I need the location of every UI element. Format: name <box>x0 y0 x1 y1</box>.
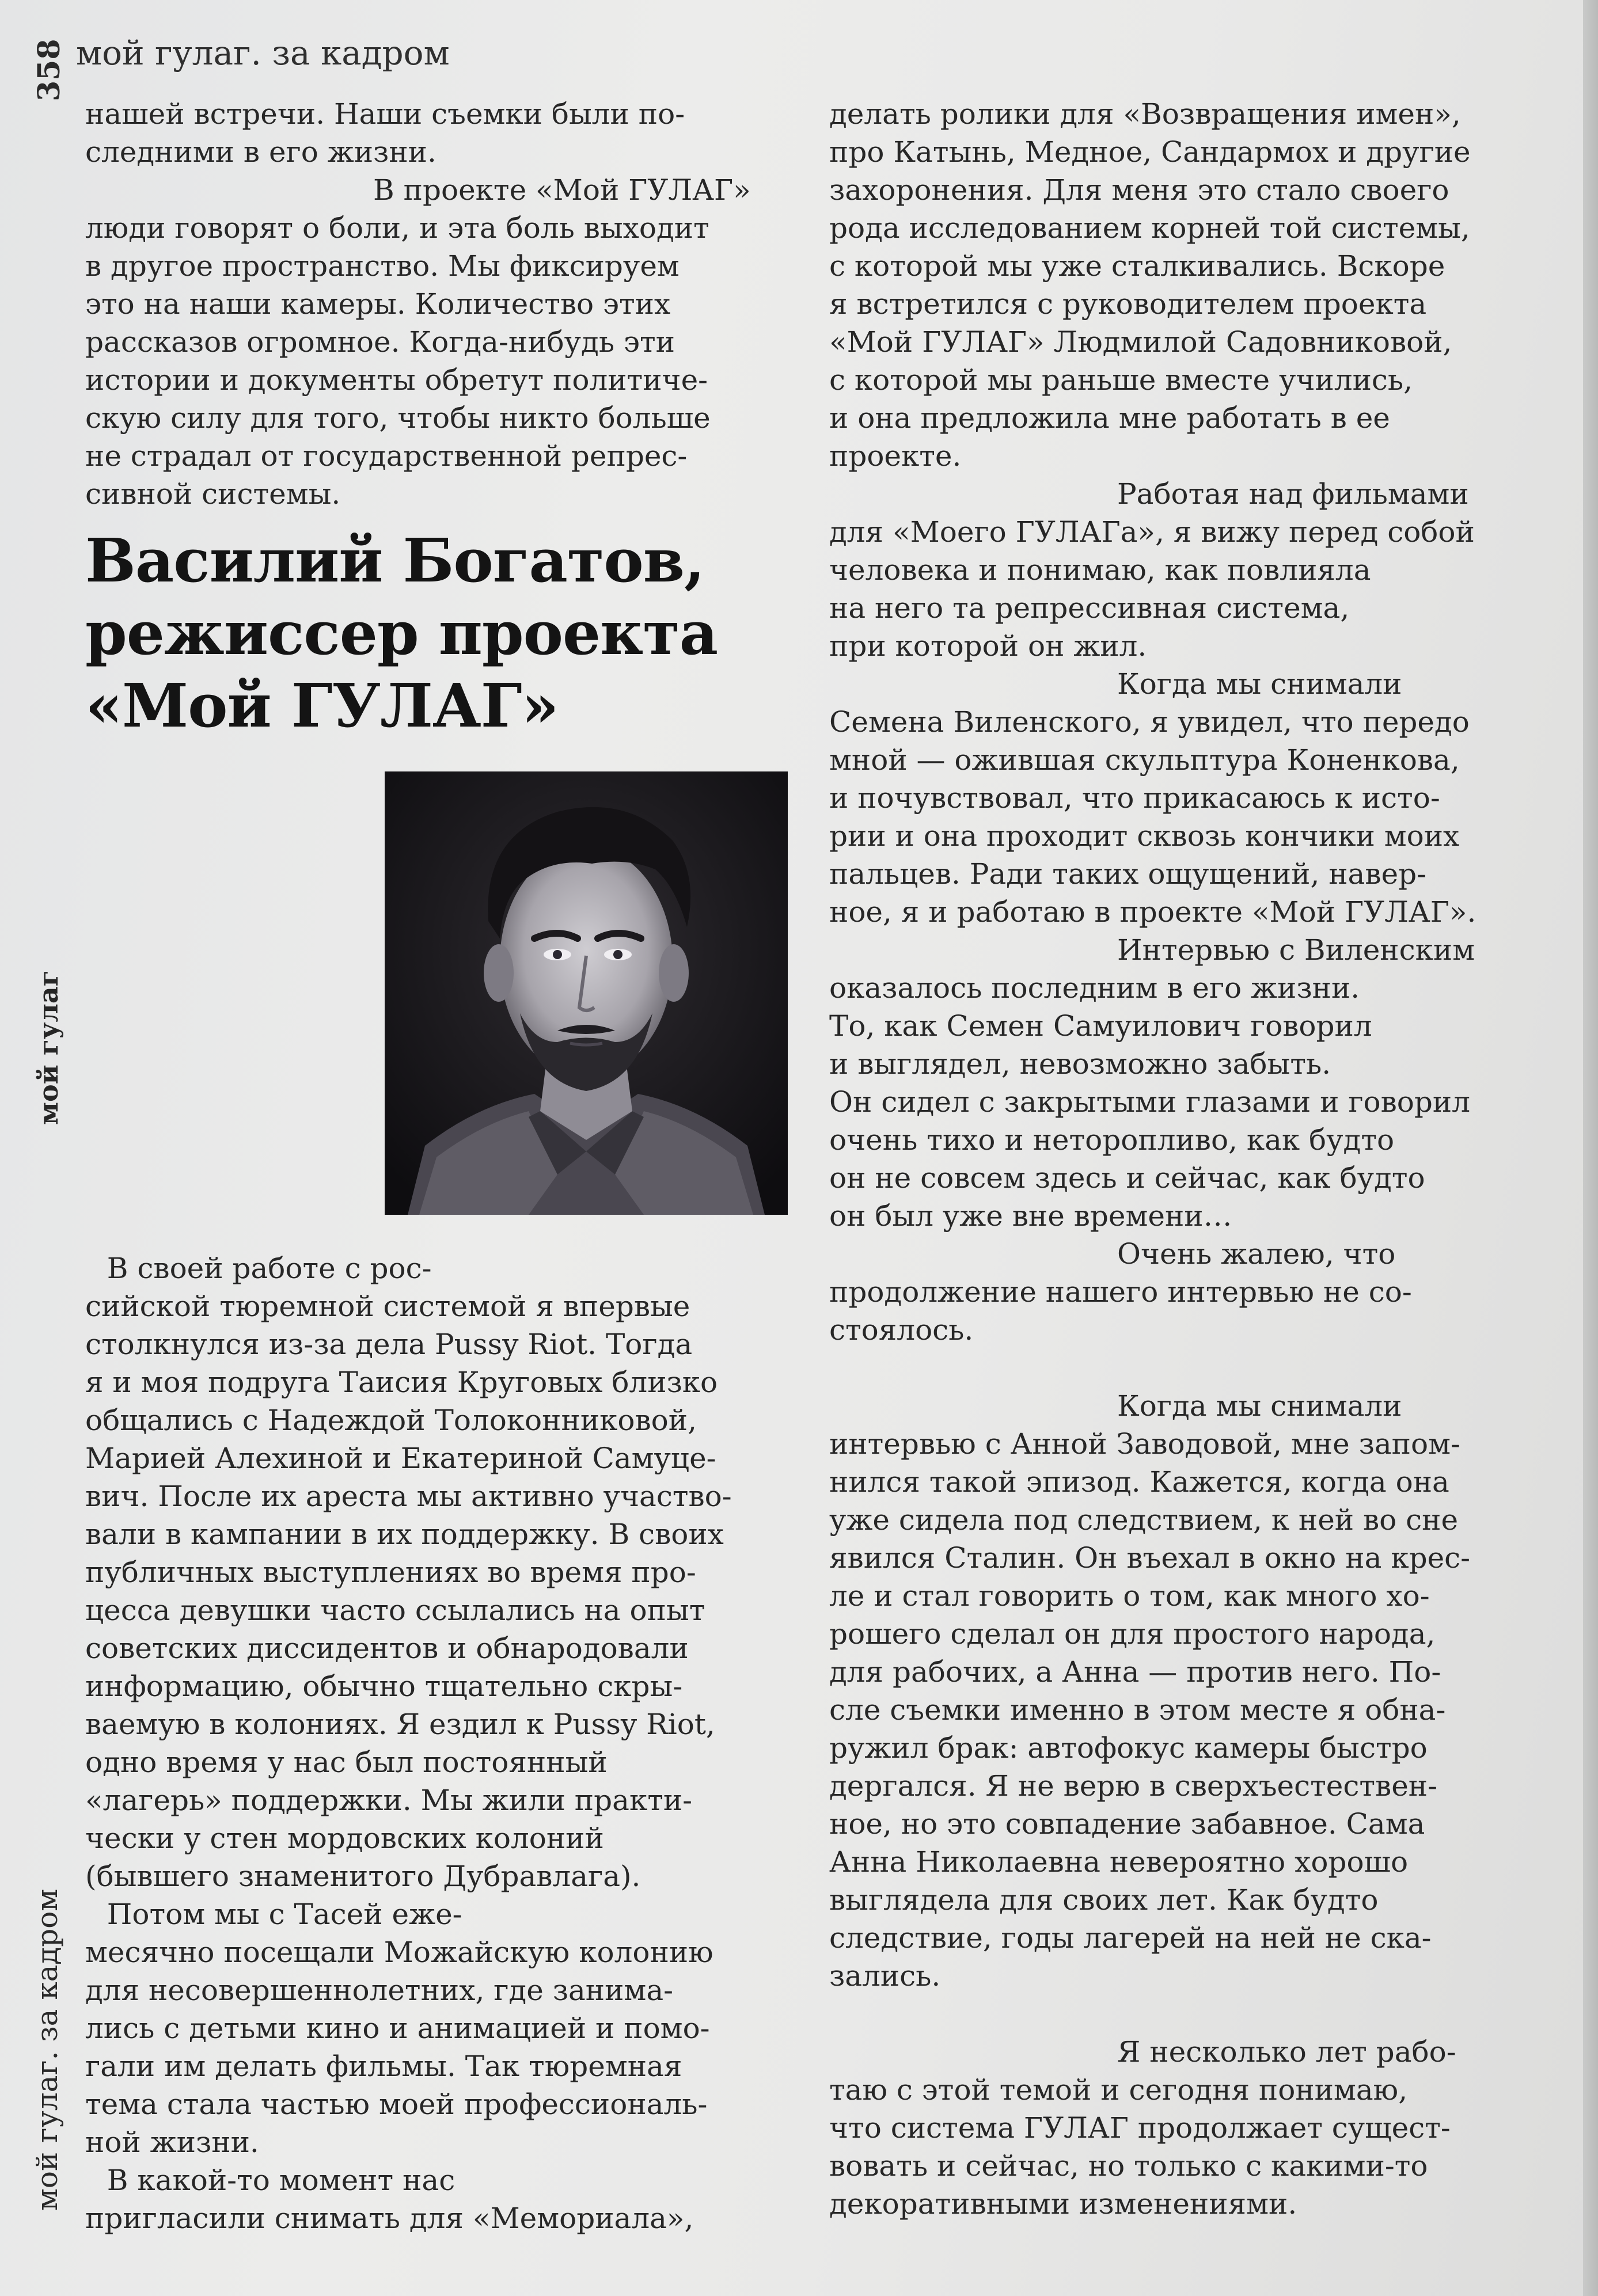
portrait-photo <box>385 771 788 1215</box>
left-column-body <box>85 1249 788 2237</box>
paragraph-gap <box>829 1995 1555 2033</box>
side-section-label: мой гулаг <box>33 970 64 1126</box>
paragraph: Я несколько лет рабо- таю с этой темой и сегодня понимаю, что система ГУЛАГ продолжает сущест- вовать и сейчас, но только с какими-то декоративными изменениями. <box>829 2035 1456 2221</box>
paragraph: В проекте «Мой ГУЛАГ» люди говорят о боли, и эта боль выходит в другое пространство. Мы фиксируем это на наши камеры. Количество этих рассказов огромное. Когда-нибудь эти истории и документы обретут политиче- скую силу для того, чтобы никто больше не страдал от государственной репрес- сивной системы. <box>85 173 751 511</box>
paragraph: Интервью с Виленским оказалось последним в его жизни. То, как Семен Самуилович говорил и выглядел, невозможно забыть. Он сидел с закрытыми глазами и говорил очень тихо и неторопливо, как будто он не совсем здесь и сейчас, как будто он был уже вне времени… <box>829 933 1475 1233</box>
article-heading: Василий Богатов, режиссер проекта «Мой ГУЛАГ» <box>85 525 718 741</box>
page-edge <box>1583 0 1598 2296</box>
paragraph: В какой-то момент нас пригласили снимать для «Мемориала», <box>85 2164 694 2235</box>
paragraph: Когда мы снимали Семена Виленского, я увидел, что передо мной — ожившая скульптура Коненкова, и почувствовал, что прикасаюсь к исто- рии и она проходит сквозь кончики моих пальцев. Ради таких ощущений, навер- ное, я и работаю в проекте «Мой ГУЛАГ». <box>829 667 1476 929</box>
paragraph: Работая над фильмами для «Моего ГУЛАГа», я вижу перед собой человека и понимаю, как повлияла на него та репрессивная система, при которой он жил. <box>829 477 1475 663</box>
paragraph: Когда мы снимали интервью с Анной Заводовой, мне запом- нился такой эпизод. Кажется, когда она уже сидела под следствием, к ней во сне явился Сталин. Он въехал в окно на крес- ле и стал говорить о том, как много хо- рошего сделал он для простого народа, для рабочих, а Анна — против него. По- сле съемки именно в этом месте я обна- ружил брак: автофокус камеры быстро дергался. Я не верю в сверхъестествен- ное, но это совпадение забавное. Сама Анна Николаевна невероятно хорошо выглядела для своих лет. Как будто следствие, годы лагерей на ней не ска- зались. <box>829 1389 1471 1993</box>
paragraph: нашей встречи. Наши съемки были по- следними в его жизни. <box>85 97 685 169</box>
portrait-icon <box>385 771 788 1215</box>
running-header: мой гулаг. за кадром <box>76 33 450 73</box>
side-running-title: мой гулаг. за кадром <box>31 1888 64 2211</box>
paragraph: Очень жалею, что продолжение нашего интервью не со- стоялось. <box>829 1237 1412 1347</box>
paragraph: В своей работе с рос- сийской тюремной системой я впервые столкнулся из-за дела Pussy Riot. Тогда я и моя подруга Таисия Круговых близко общались с Надеждой Толоконниковой, Марией Алехиной и Екатериной Самуце- вич. После их ареста мы активно участво- вали в кампании в их поддержку. В своих публичных выступлениях во время про- цесса девушки часто ссылались на опыт советских диссидентов и обнародовали информацию, обычно тщательно скры- ваемую в колониях. Я ездил к Pussy Riot, одно время у нас был постоянный «лагерь» поддержки. Мы жили практи- чески у стен мордовских колоний (бывшего знаменитого Дубравлага). <box>85 1252 732 1893</box>
left-column-top <box>85 95 788 742</box>
paragraph-gap <box>829 1349 1555 1387</box>
paragraph: делать ролики для «Возвращения имен», про Катынь, Медное, Сандармох и другие захоронения. Для меня это стало своего рода исследованием корней той системы, с которой мы уже сталкивались. Вскоре я встретился с руководителем проекта «Мой ГУЛАГ» Людмилой Садовниковой, с которой мы раньше вместе учились, и она предложила мне работать в ее проекте. <box>829 97 1471 473</box>
right-column <box>829 95 1555 2223</box>
paragraph: Потом мы с Тасей еже- месячно посещали Можайскую колонию для несовершеннолетних, где занима- лись с детьми кино и анимацией и помо- гали им делать фильмы. Так тюремная тема стала частью моей профессиональ- ной жизни. <box>85 1898 713 2159</box>
page-number: 358 <box>32 39 67 102</box>
